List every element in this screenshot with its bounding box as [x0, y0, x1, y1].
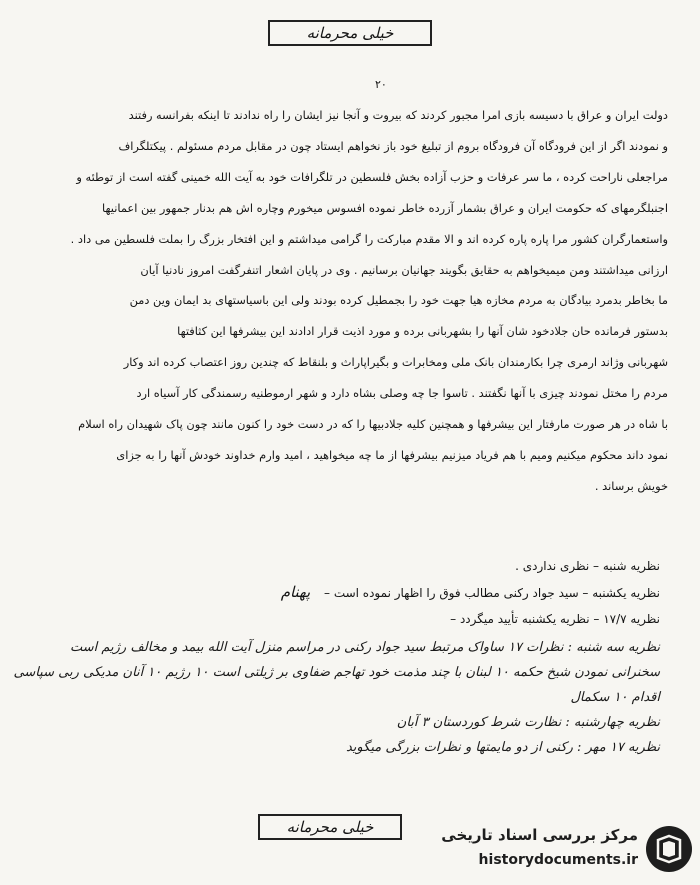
archive-url: historydocuments.ir: [478, 852, 638, 868]
document-number: ۲۰: [375, 78, 387, 91]
handwritten-line: نظریه چهارشنبه : نظارت شرط کوردستان ۳ آبان: [396, 715, 660, 730]
handwritten-line: سخنرانی نمودن شیخ حکمه ۱۰ لبنان با چند مذمت خود تهاجم ضفاوی بر ژیلتی است ۱۰ رژیم ۱۰ آنان مدیکی ربی سپاسی: [13, 665, 660, 680]
handwritten-line: اقدام ۱۰ سکمال: [570, 690, 660, 705]
report-body: [38, 100, 668, 502]
body-line: بدستور فرمانده حان جلادخود شان آنها را بشهربانی برده و مورد اذیت قرار ادادند این بیشرفها این کثافتها: [177, 324, 668, 339]
classification-stamp-top: خیلی محرمانه: [268, 20, 432, 46]
opinion-note: [40, 579, 660, 606]
opinion-notes: [40, 553, 660, 632]
archive-watermark: [430, 822, 692, 882]
signature: پهنام: [280, 583, 311, 601]
opinion-note-text: نظریه ۱۷/۷ – نظریه یکشنبه تأیید میگردد –: [450, 612, 660, 626]
body-line: مراجعلی ناراحت کرده ، ما سر عرفات و حزب آزاده بخش فلسطین در تلگرافات خود به آیت الله خمینی گفته است از توطئه و: [76, 169, 668, 184]
handwritten-notes: [13, 640, 660, 765]
body-line: مردم را مختل نمودند چیزی با آنها نگفتند . تاسوا جا چه وصلی بشاه دارد و شهر ارموطنیه رسمندگی کار آسیاه ارد: [136, 386, 668, 401]
opinion-note-text: نظریه شنبه – نظری نداردی .: [515, 559, 660, 573]
body-line: واستعمارگران کشور مرا پاره پاره کرده اند و الا مقدم مبارکت را گرامی میداشتم و این افتخار بزرگ را بملت فلسطین می داد .: [70, 231, 668, 246]
body-line: دولت ایران و عراق با دسیسه بازی امرا مجبور کردند که بیروت و آنجا نیز ایشان را راه ندادند تا اینکه بفرانسه رفتند: [128, 108, 668, 122]
handwritten-line: نظریه ۱۷ مهر : رکنی از دو مایمتها و نظرات بزرگی میگوید: [345, 740, 660, 755]
archive-logo-icon: [646, 826, 692, 872]
body-line: و نمودند اگر از این فرودگاه آن فرودگاه بروم از تبلیغ خود باز نخواهم ایستاد چون در مقابل مردم مسئولم . پیکتلگراف: [118, 138, 668, 153]
opinion-note: [40, 553, 660, 579]
opinion-note: [40, 606, 660, 632]
opinion-note-text: نظریه یکشنبه – سید جواد رکنی مطالب فوق را اظهار نموده است –: [324, 586, 660, 600]
body-line: خویش برساند .: [594, 478, 668, 493]
body-line: ما بخاطر بدمرد بیادگان به مردم مخازه هیا جهت خود را بجمطیل کرده بودند ولی این باسیاستهای بد ایمان وین دمن: [129, 293, 668, 308]
body-line: با شاه در هر صورت مارفتار این بیشرفها و همچنین کلیه جلادبیها را که در دست خود را کنون مانند چون پاک شهیدان راه اسلام: [78, 417, 668, 432]
classification-stamp-bottom: خیلی محرمانه: [258, 814, 402, 840]
body-line: شهربانی وژاند ارمری چرا بکارمندان بانک ملی ومخابرات و بگیراپاراث و بلنقاط که چندین روز اعتصاب کرده اند وکار: [123, 355, 668, 370]
handwritten-line: نظریه سه شنبه : نظرات ۱۷ ساواک مرتبط سید جواد رکنی در مراسم منزل آیت الله بیمد و مخالف رژیم است: [69, 640, 660, 655]
archive-title: مرکز بررسی اسناد تاریخی: [441, 826, 638, 844]
body-line: اجنبلگرمهای که حکومت ایران و عراق بشمار آزرده خاطر نموده افسوس میخورم وچاره اش هم بدنار جمهور بین اعمانیها: [102, 200, 668, 215]
body-line: ارزانی میداشتند ومن میمیخواهم به حقایق بگویند جهانیان برسانیم . وی در پایان اشعار اتنفرگفت امروز نادنیا آیان: [140, 262, 668, 277]
body-line: نمود داند محکوم میکنیم ومیم با هم فریاد میزنیم بیشرفها از ما چه میخواهید ، امید وارم خداوند خودش آنها را به جزای: [116, 447, 668, 462]
